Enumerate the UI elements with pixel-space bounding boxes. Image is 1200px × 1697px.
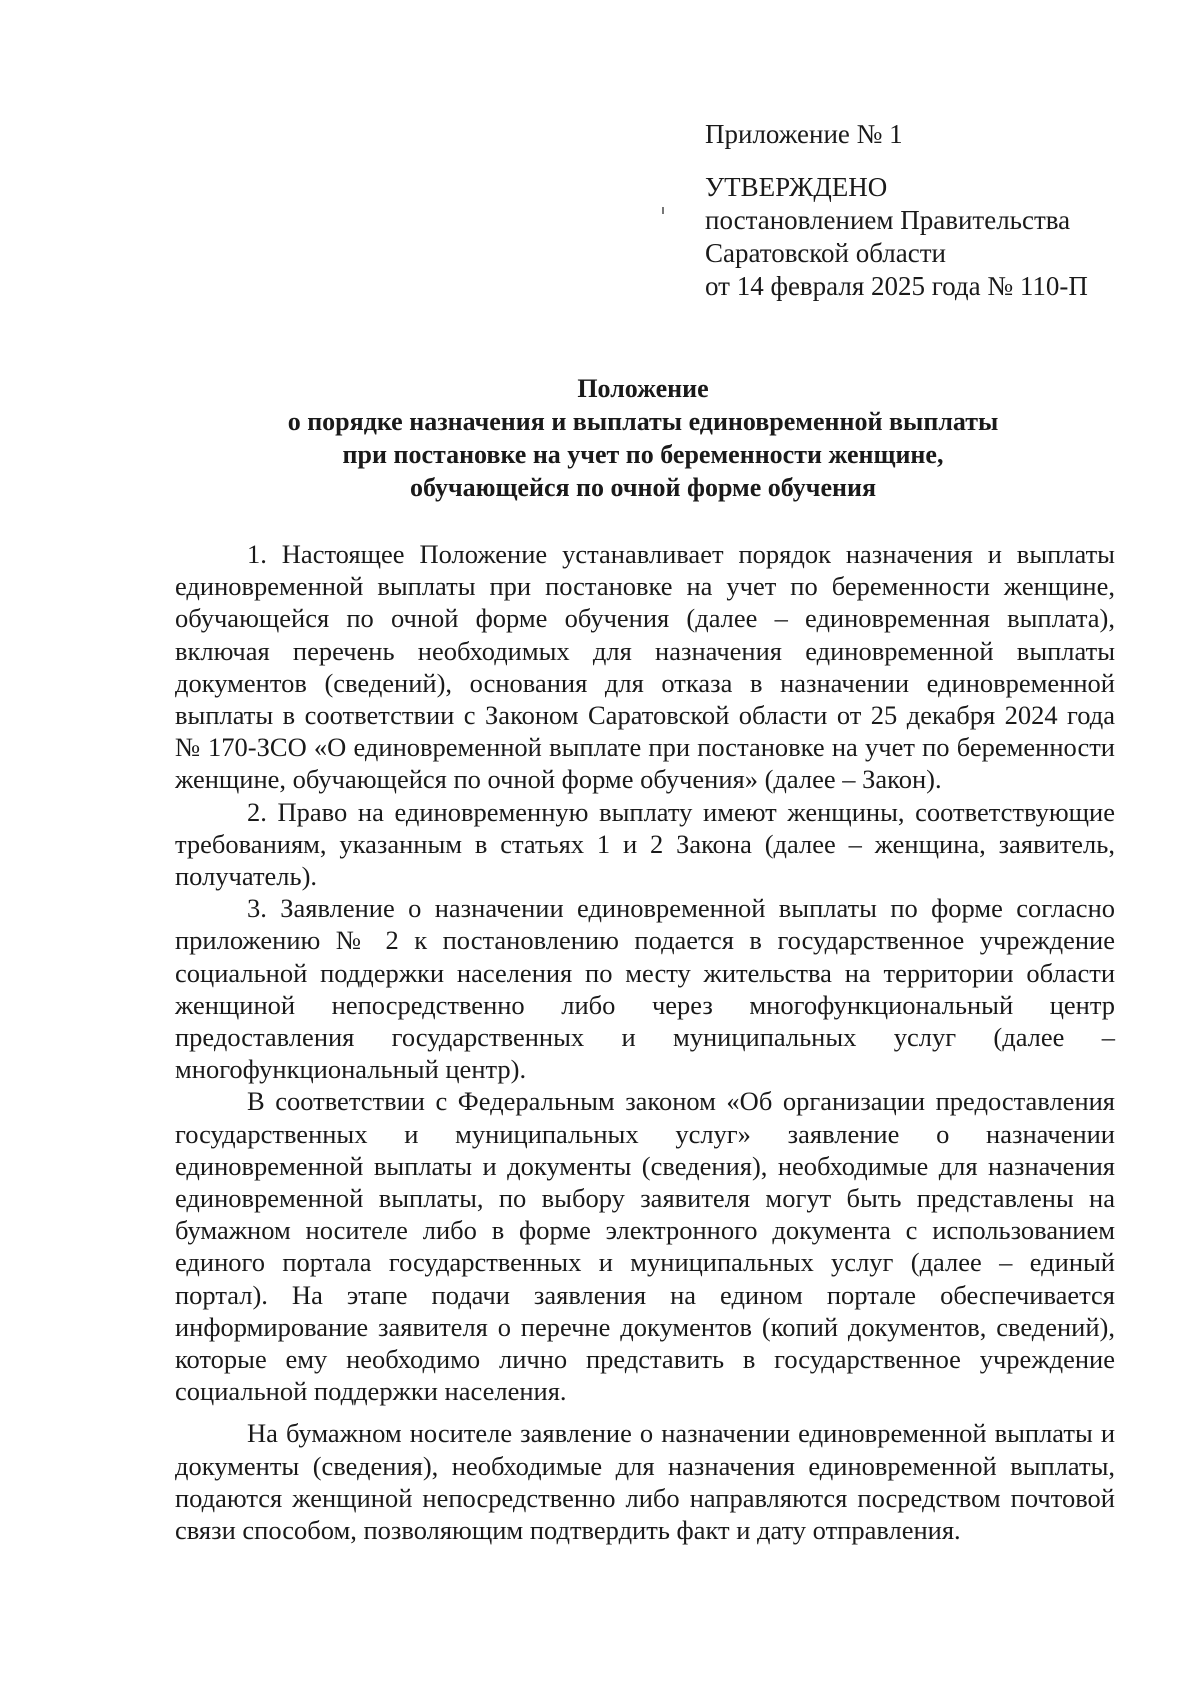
scan-speck (662, 207, 664, 214)
paragraph-4: В соответствии с Федеральным законом «Об организации предоставления государственных и муниципальных услуг» заявление о назначении единовременной выплаты и документы (сведения), необходимые для назначения единовременной выплаты, по выбору заявителя могут быть представлены на бумажном носителе либо в форме электронного документа с использованием единого портала государственных и муниципальных услуг (далее – единый портал). На этапе подачи заявления на едином портале обеспечивается информирование заявителя о перечне документов (копий документов, сведений), которые ему необходимо лично представить в государственное учреждение социальной поддержки населения. (175, 1086, 1115, 1407)
approved-label: УТВЕРЖДЕНО (705, 172, 888, 202)
title-line4: обучающейся по очной форме обучения (409, 473, 877, 502)
approved-by-line2: Саратовской области (705, 238, 946, 268)
title-line3: при постановке на учет по беременности женщине, (342, 440, 944, 469)
paragraph-1: 1. Настоящее Положение устанавливает порядок назначения и выплаты единовременной выплаты при постановке на учет по беременности женщине, обучающейся по очной форме обучения (далее – единовременная выплата), включая перечень необходимых для назначения единовременной выплаты документов (сведений), основания для отказа в назначении единовременной выплаты в соответствии с Законом Саратовской области от 25 декабря 2024 года № 170-ЗСО «О единовременной выплате при постановке на учет по беременности женщине, обучающейся по очной форме обучения» (далее – Закон). (175, 539, 1115, 795)
appendix-number: Приложение № 1 (705, 119, 903, 149)
document-title (160, 372, 1126, 504)
paragraph-2: 2. Право на единовременную выплату имеют женщины, соответствующие требованиям, указанным в статьях 1 и 2 Закона (далее – женщина, заявитель, получатель). (175, 796, 1115, 892)
paragraph-5: На бумажном носителе заявление о назначении единовременной выплаты и документы (сведения), необходимые для назначения единовременной выплаты, подаются женщиной непосредственно либо направляются посредством почтовой связи способом, позволяющим подтвердить факт и дату отправления. (175, 1418, 1115, 1546)
title-line2: о порядке назначения и выплаты единовременной выплаты (287, 407, 999, 436)
paragraph-3: 3. Заявление о назначении единовременной выплаты по форме согласно приложению № 2 к постановлению подается в государственное учреждение социальной поддержки населения по месту жительства на территории области женщиной непосредственно либо через многофункциональный центр предоставления государственных и муниципальных услуг (далее – многофункциональный центр). (175, 893, 1115, 1085)
title-line1: Положение (577, 374, 709, 403)
approved-by-line1: постановлением Правительства (705, 205, 1071, 235)
approval-block (705, 118, 1135, 303)
approved-date: от 14 февраля 2025 года № 110-П (705, 271, 1088, 301)
document-body (175, 538, 1115, 1546)
